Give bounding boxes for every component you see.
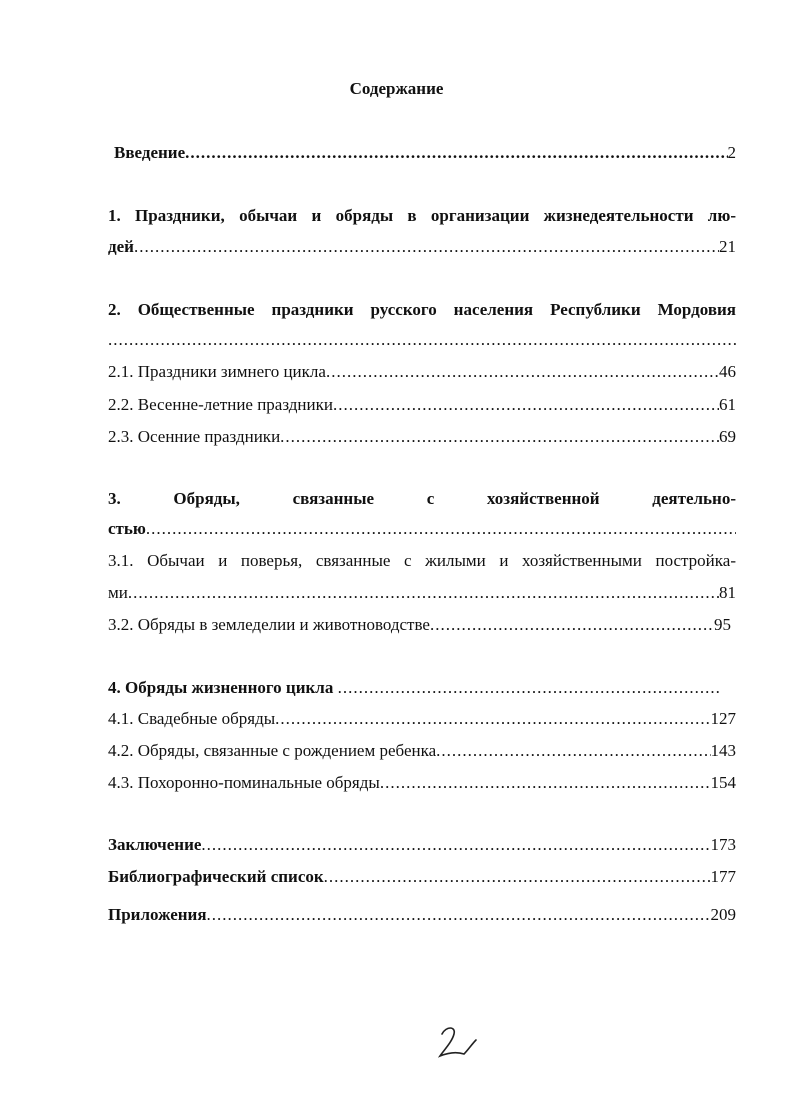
toc-leader [430, 614, 714, 636]
toc-page: 2 [727, 143, 736, 162]
toc-label: 3.2. Обряды в земледелии и животноводстве [108, 615, 430, 634]
toc-leader [324, 866, 711, 888]
page-title: Содержание [349, 79, 444, 98]
toc-label: Библиографический список [108, 867, 324, 886]
toc-leader [436, 740, 710, 762]
toc-leader [275, 708, 710, 730]
toc-entry-ch1-line1: 1. Праздники, обычаи и обряды в организации жизнедеятельности лю- [108, 206, 736, 225]
toc-page: 81 [719, 583, 736, 602]
toc-entry-ch2: 2. Общественные праздники русского населения Республики Мордовия [108, 300, 736, 319]
toc-entry-bibliography [108, 866, 736, 888]
toc-page: 61 [719, 395, 736, 414]
toc-label: 2.1. Праздники зимнего цикла [108, 362, 326, 381]
toc-label: 4.2. Обряды, связанные с рождением ребенка [108, 741, 437, 760]
toc-entry-ch1-line2 [108, 236, 736, 258]
toc-leader [108, 329, 736, 351]
handwritten-page-number [432, 1022, 482, 1062]
toc-entry-conclusion [108, 834, 736, 856]
toc-label: Введение [114, 143, 186, 162]
toc-label: 4.3. Похоронно-поминальные обряды [108, 773, 380, 792]
toc-entry-s42 [108, 740, 736, 762]
toc-leader [146, 518, 736, 540]
toc-leader [326, 361, 719, 383]
toc-label: 2.3. Осенние праздники [108, 427, 281, 446]
toc-label: 2.2. Весенне-летние праздники [108, 395, 333, 414]
toc-entry-ch3-line2 [108, 518, 736, 540]
toc-page: 143 [710, 741, 736, 760]
toc-leader [338, 677, 720, 699]
toc-leader [280, 426, 719, 448]
toc-label: Приложения [108, 905, 207, 924]
toc-page: 173 [710, 835, 736, 854]
toc-page: 154 [710, 773, 736, 792]
toc-entry-s43 [108, 772, 736, 794]
toc-label: стью [108, 519, 146, 538]
toc-page: 69 [719, 427, 736, 446]
toc-label: Заключение [108, 835, 202, 854]
toc-entry-intro [114, 142, 736, 164]
toc-entry-s21 [108, 361, 736, 383]
toc-leader [207, 904, 711, 926]
toc-page: 21 [719, 237, 736, 256]
toc-entry-s41 [108, 708, 736, 730]
toc-label: 4. Обряды жизненного цикла [108, 678, 338, 697]
toc-label: ми [108, 583, 128, 602]
toc-leader [333, 394, 719, 416]
toc-entry-ch4 [108, 677, 720, 699]
toc-entry-s31-line2 [108, 582, 736, 604]
toc-entry-appendix [108, 904, 736, 926]
toc-leader [380, 772, 711, 794]
toc-page: 209 [710, 905, 736, 924]
toc-leader [134, 236, 719, 258]
toc-entry-s32 [108, 614, 731, 636]
toc-entry-s31-line1: 3.1. Обычаи и поверья, связанные с жилыми и хозяйственными постройка- [108, 551, 736, 570]
toc-entry-ch3-line1: 3. Обряды, связанные с хозяйственной деятельно- [108, 489, 736, 508]
toc-label: дей [108, 237, 134, 256]
toc-leader [201, 834, 710, 856]
toc-entry-s23 [108, 426, 736, 448]
toc-page: 177 [710, 867, 736, 886]
toc-page: 127 [710, 709, 736, 728]
toc-page: 46 [719, 362, 736, 381]
toc-page: 95 [714, 615, 731, 634]
toc-label: 4.1. Свадебные обряды [108, 709, 276, 728]
toc-leader [185, 142, 727, 164]
toc-entry-s22 [108, 394, 736, 416]
toc-leader [128, 582, 719, 604]
